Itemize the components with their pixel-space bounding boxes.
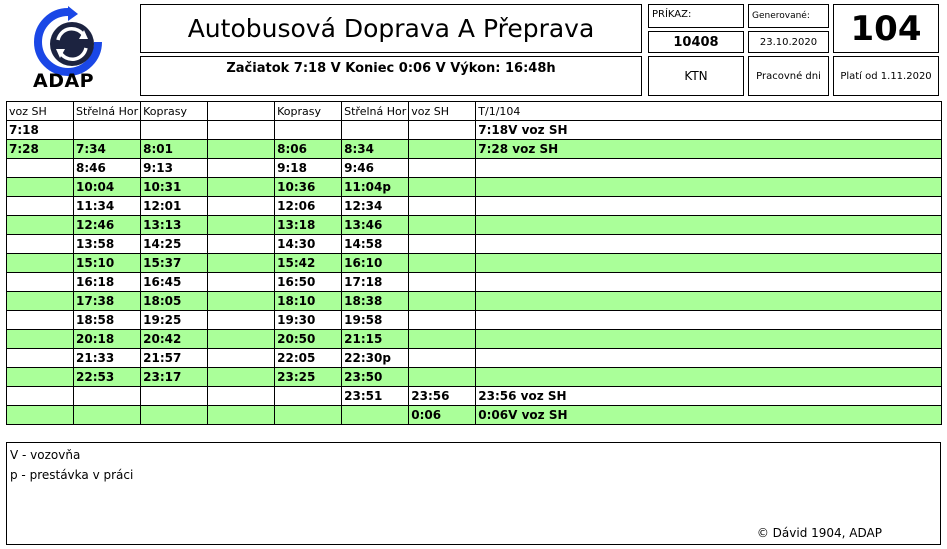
- table-cell: [409, 273, 476, 292]
- table-cell: Střelná Hor: [342, 102, 409, 121]
- generated-value: 23.10.2020: [748, 31, 829, 53]
- table-row: [7, 216, 942, 235]
- table-cell: 12:06: [275, 197, 342, 216]
- table-cell: [7, 197, 74, 216]
- table-cell: 21:33: [74, 349, 141, 368]
- table-cell: Koprasy: [141, 102, 208, 121]
- table-cell: 16:10: [342, 254, 409, 273]
- table-cell: 0:06V voz SH: [476, 406, 942, 425]
- table-cell: 7:18V voz SH: [476, 121, 942, 140]
- table-cell: 18:38: [342, 292, 409, 311]
- table-cell: [342, 406, 409, 425]
- table-cell: [409, 254, 476, 273]
- table-cell: 9:13: [141, 159, 208, 178]
- table-cell: 15:42: [275, 254, 342, 273]
- table-cell: 13:58: [74, 235, 141, 254]
- table-cell: [275, 121, 342, 140]
- table-cell: 11:34: [74, 197, 141, 216]
- table-cell: [208, 254, 275, 273]
- table-cell: 12:34: [342, 197, 409, 216]
- table-cell: voz SH: [7, 102, 74, 121]
- table-row: [7, 311, 942, 330]
- note-line: p - prestávka v práci: [10, 468, 134, 482]
- table-row: [7, 349, 942, 368]
- table-row: [7, 273, 942, 292]
- table-row: [7, 121, 942, 140]
- table-cell: 10:04: [74, 178, 141, 197]
- table-cell: [7, 159, 74, 178]
- table-cell: [208, 235, 275, 254]
- copyright: © Dávid 1904, ADAP: [756, 526, 882, 540]
- table-cell: [141, 121, 208, 140]
- table-cell: 9:46: [342, 159, 409, 178]
- table-cell: [409, 159, 476, 178]
- table-cell: [476, 178, 942, 197]
- table-cell: 16:18: [74, 273, 141, 292]
- table-cell: [208, 178, 275, 197]
- table-cell: 12:01: [141, 197, 208, 216]
- table-cell: 8:46: [74, 159, 141, 178]
- table-cell: [409, 368, 476, 387]
- timetable: [6, 101, 942, 425]
- line-number: 104: [833, 4, 939, 53]
- table-cell: 23:56 voz SH: [476, 387, 942, 406]
- table-cell: 16:45: [141, 273, 208, 292]
- note-line: V - vozovňa: [10, 448, 81, 462]
- shift-summary: Začiatok 7:18 V Koniec 0:06 V Výkon: 16:48h: [140, 56, 642, 96]
- table-cell: 21:57: [141, 349, 208, 368]
- operating-days: Pracovné dni: [748, 56, 829, 96]
- table-cell: Koprasy: [275, 102, 342, 121]
- table-cell: [409, 311, 476, 330]
- table-cell: [7, 406, 74, 425]
- table-cell: [476, 159, 942, 178]
- table-cell: 14:58: [342, 235, 409, 254]
- table-cell: 8:01: [141, 140, 208, 159]
- table-cell: 9:18: [275, 159, 342, 178]
- table-cell: 18:58: [74, 311, 141, 330]
- table-row: [7, 159, 942, 178]
- table-cell: 14:30: [275, 235, 342, 254]
- table-cell: [74, 121, 141, 140]
- table-cell: 0:06: [409, 406, 476, 425]
- table-cell: [409, 330, 476, 349]
- table-cell: [208, 330, 275, 349]
- table-cell: [208, 292, 275, 311]
- table-cell: 20:18: [74, 330, 141, 349]
- table-cell: [409, 178, 476, 197]
- table-cell: [476, 292, 942, 311]
- table-cell: [275, 406, 342, 425]
- table-row: [7, 292, 942, 311]
- table-cell: 13:18: [275, 216, 342, 235]
- timetable-body: [7, 102, 942, 425]
- table-row: [7, 406, 942, 425]
- table-cell: [208, 197, 275, 216]
- table-cell: [141, 406, 208, 425]
- table-cell: [208, 349, 275, 368]
- table-cell: 19:58: [342, 311, 409, 330]
- table-cell: [208, 159, 275, 178]
- table-cell: [342, 121, 409, 140]
- table-cell: 7:28: [7, 140, 74, 159]
- table-cell: 8:06: [275, 140, 342, 159]
- table-cell: [208, 311, 275, 330]
- table-cell: [7, 387, 74, 406]
- table-row: [7, 140, 942, 159]
- table-cell: [275, 387, 342, 406]
- table-cell: [208, 121, 275, 140]
- table-cell: [476, 216, 942, 235]
- table-cell: [409, 197, 476, 216]
- valid-from: Platí od 1.11.2020: [833, 56, 939, 96]
- table-cell: [7, 254, 74, 273]
- table-cell: [208, 406, 275, 425]
- table-cell: 14:25: [141, 235, 208, 254]
- table-cell: [476, 254, 942, 273]
- table-cell: [7, 292, 74, 311]
- notes-box: [6, 442, 941, 545]
- table-cell: 22:53: [74, 368, 141, 387]
- table-row: [7, 235, 942, 254]
- table-cell: [409, 235, 476, 254]
- table-cell: [7, 235, 74, 254]
- table-cell: 23:25: [275, 368, 342, 387]
- table-cell: [208, 273, 275, 292]
- table-cell: 19:30: [275, 311, 342, 330]
- table-cell: 21:15: [342, 330, 409, 349]
- table-cell: 13:13: [141, 216, 208, 235]
- logo-text: ADAP: [33, 70, 95, 92]
- table-cell: [7, 216, 74, 235]
- table-cell: 7:34: [74, 140, 141, 159]
- table-row: [7, 387, 942, 406]
- table-row: [7, 330, 942, 349]
- table-cell: [476, 235, 942, 254]
- table-cell: [7, 330, 74, 349]
- table-cell: [7, 178, 74, 197]
- table-cell: 23:50: [342, 368, 409, 387]
- table-row: [7, 197, 942, 216]
- table-cell: [476, 368, 942, 387]
- table-cell: [409, 121, 476, 140]
- table-cell: 23:17: [141, 368, 208, 387]
- table-header-row: [7, 102, 942, 121]
- table-cell: [409, 349, 476, 368]
- page-title: Autobusová Doprava A Přeprava: [140, 4, 642, 53]
- prikaz-label: PRÍKAZ:: [648, 4, 744, 28]
- table-cell: 19:25: [141, 311, 208, 330]
- table-cell: 23:56: [409, 387, 476, 406]
- table-cell: Střelná Hor: [74, 102, 141, 121]
- table-cell: [476, 330, 942, 349]
- table-cell: [208, 216, 275, 235]
- table-cell: [7, 349, 74, 368]
- table-cell: 17:38: [74, 292, 141, 311]
- prikaz-value: 10408: [648, 31, 744, 53]
- depot-code: KTN: [648, 56, 744, 96]
- table-cell: [208, 368, 275, 387]
- table-cell: 7:18: [7, 121, 74, 140]
- table-cell: [476, 349, 942, 368]
- table-cell: [476, 197, 942, 216]
- table-cell: 22:05: [275, 349, 342, 368]
- table-cell: 17:18: [342, 273, 409, 292]
- table-cell: [208, 140, 275, 159]
- table-cell: 11:04p: [342, 178, 409, 197]
- table-cell: [7, 368, 74, 387]
- table-cell: T/1/104: [476, 102, 942, 121]
- table-cell: 18:10: [275, 292, 342, 311]
- table-cell: 22:30p: [342, 349, 409, 368]
- table-cell: voz SH: [409, 102, 476, 121]
- table-cell: [208, 102, 275, 121]
- table-cell: 10:36: [275, 178, 342, 197]
- table-cell: [476, 273, 942, 292]
- table-row: [7, 368, 942, 387]
- table-row: [7, 254, 942, 273]
- table-cell: [141, 387, 208, 406]
- table-cell: 20:42: [141, 330, 208, 349]
- table-cell: [409, 216, 476, 235]
- table-cell: 7:28 voz SH: [476, 140, 942, 159]
- table-cell: 13:46: [342, 216, 409, 235]
- table-cell: [409, 140, 476, 159]
- table-row: [7, 178, 942, 197]
- table-cell: 8:34: [342, 140, 409, 159]
- table-cell: 15:37: [141, 254, 208, 273]
- table-cell: [7, 273, 74, 292]
- table-cell: [74, 387, 141, 406]
- table-cell: 10:31: [141, 178, 208, 197]
- table-cell: 15:10: [74, 254, 141, 273]
- table-cell: [74, 406, 141, 425]
- table-cell: [7, 311, 74, 330]
- table-cell: [409, 292, 476, 311]
- table-cell: 20:50: [275, 330, 342, 349]
- table-cell: [208, 387, 275, 406]
- table-cell: [476, 311, 942, 330]
- table-cell: 12:46: [74, 216, 141, 235]
- table-cell: 16:50: [275, 273, 342, 292]
- table-cell: 18:05: [141, 292, 208, 311]
- table-cell: 23:51: [342, 387, 409, 406]
- generated-label: Generované:: [748, 4, 829, 28]
